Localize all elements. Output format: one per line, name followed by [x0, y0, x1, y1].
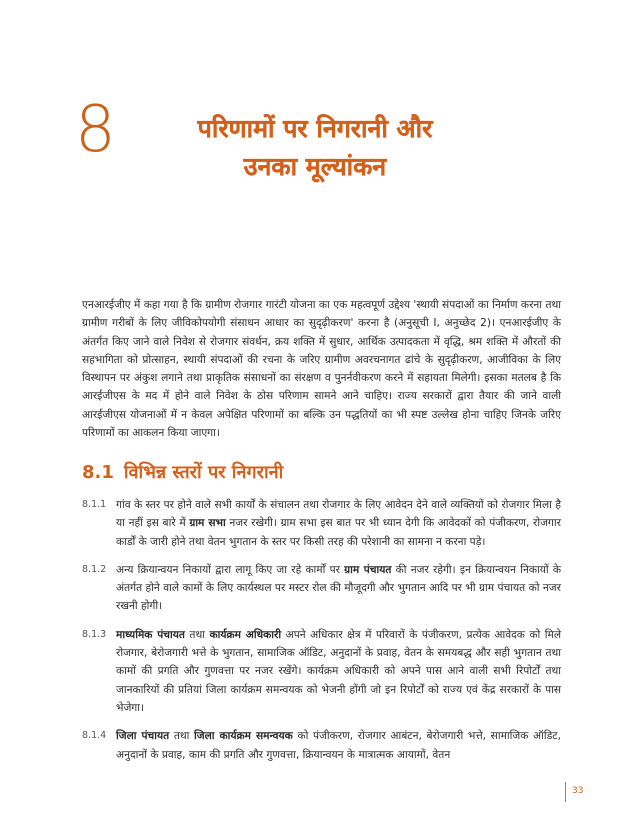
list-item	[82, 496, 561, 551]
chapter-title-line-2: उनका मूल्यांकन	[243, 152, 387, 181]
item-list	[82, 496, 561, 774]
item-number: 8.1.3	[82, 628, 107, 640]
chapter-title	[150, 110, 480, 186]
list-item	[82, 561, 561, 616]
item-text-part: की नजर रहेगी। इन क्रियान्वयन निकायों के अंतर्गत होने वाले कामों के लिए कार्यस्थल पर मस्टर रोल की मौजूदगी और भुगतान आदि पर भी ग्राम पंचायत को नजर रखनी होगी।	[116, 563, 561, 613]
item-text-part: गांव के स्तर पर होने वाले सभी कार्यों के संचालन तथा रोजगार के लिए आवेदन देने वाले व्यक्तियों को रोजगार मिला है या नहीं इस बारे में	[116, 499, 561, 530]
chapter-title-line-1: परिणामों पर निगरानी और	[197, 114, 433, 143]
item-bold-term: ग्राम सभा	[189, 517, 226, 530]
item-text-part: को पंजीकरण, रोजगार आबंटन, बेरोजगारी भत्ते, सामाजिक ऑडिट, अनुदानों के प्रवाह, काम की प्रगति और गुणवत्ता, क्रियान्वयन के मात्रात्मक आयामों, वेतन	[116, 730, 561, 761]
section-heading	[82, 460, 561, 484]
item-bold-term: माध्यमिक पंचायत	[116, 628, 185, 641]
item-text-part: अपने अधिकार क्षेत्र में परिवारों के पंजीकरण, प्रत्येक आवेदक को मिले रोजगार, बेरोजगारी भत्ते के भुगतान, सामाजिक ऑडिट, अनुदानों के प्रवाह, वेतन के समयबद्ध और सही भुगतान तथा कामों की प्रगति और गुणवत्ता पर नजर रखेंगे। कार्यक्रम अधिकारी को अपने पास आने वाली सभी रिपोर्टों तथा जानकारियों की प्रतियां जिला कार्यक्रम समन्वयक को भेजनी होंगी जो इन रिपोर्टों को राज्य एवं केंद्र सरकारों के पास भेजेगा।	[116, 628, 561, 714]
item-bold-term: कार्यक्रम अधिकारी	[209, 628, 282, 641]
page-number-divider	[565, 782, 566, 802]
intro-paragraph: एनआरईजीए में कहा गया है कि ग्रामीण रोजगार गारंटी योजना का एक महत्वपूर्ण उद्देश्य 'स्थायी संपदाओं का निर्माण करना तथा ग्रामीण गरीबों के लिए जीविकोपयोगी संसाधन आधार का सुदृढ़ीकरण' करना है (अनुसूची I, अनुच्छेद 2)। एनआरईजीए के अंतर्गत किए जाने वाले निवेश से रोजगार संवर्धन, क्रय शक्ति में सुधार, आर्थिक उत्पादकता में वृद्धि, श्रम शक्ति में औरतों की सहभागिता को प्रोत्साहन, स्थायी संपदाओं की रचना के जरिए ग्रामीण अवरचनागत ढांचे के सुदृढ़ीकरण, आजीविका के लिए विस्थापन पर अंकुश लगाने तथा प्राकृतिक संसाधनों का संरक्षण व पुनर्नवीकरण करने में सहायता मिलेगी। इसका मतलब है कि आरईजीएस के मद में होने वाले निवेश के ठोस परिणाम सामने आने चाहिए। राज्य सरकारों द्वारा तैयार की जाने वाली आरईजीएस योजनाओं में न केवल अपेक्षित परिणामों का बल्कि उन पद्धतियों का भी स्पष्ट उल्लेख होना चाहिए जिनके जरिए परिणामों का आकलन किया जाएगा।	[82, 299, 561, 440]
section-title: विभिन्न स्तरों पर निगरानी	[123, 462, 284, 483]
item-text-part: तथा	[184, 628, 210, 641]
item-bold-term: जिला कार्यक्रम समन्वयक	[194, 730, 293, 743]
item-number: 8.1.4	[82, 730, 107, 742]
item-number: 8.1.2	[82, 563, 107, 575]
item-text-part: अन्य क्रियान्वयन निकायों द्वारा लागू किए जा रहे कार्मों पर	[116, 563, 345, 576]
item-number: 8.1.1	[82, 499, 107, 510]
section-number: 8.1	[82, 462, 114, 483]
item-text-part: तथा	[169, 730, 195, 743]
item-bold-term: जिला पंचायत	[116, 730, 170, 743]
chapter-number: 8	[75, 93, 116, 167]
item-bold-term: ग्राम पंचायत	[344, 563, 392, 576]
page-number: 33	[572, 786, 584, 796]
item-text	[116, 626, 561, 717]
item-text	[116, 496, 561, 551]
item-text	[116, 727, 561, 764]
list-item	[82, 727, 561, 764]
list-item	[82, 626, 561, 717]
item-text-part: नजर रखेगी। ग्राम सभा इस बात पर भी ध्यान देगी कि आवेदकों को पंजीकरण, रोजगार कार्डों के जारी होने तथा वेतन भुगतान के स्तर पर किसी तरह की परेशानी का सामना न करना पड़े।	[116, 517, 561, 548]
item-text	[116, 561, 561, 616]
